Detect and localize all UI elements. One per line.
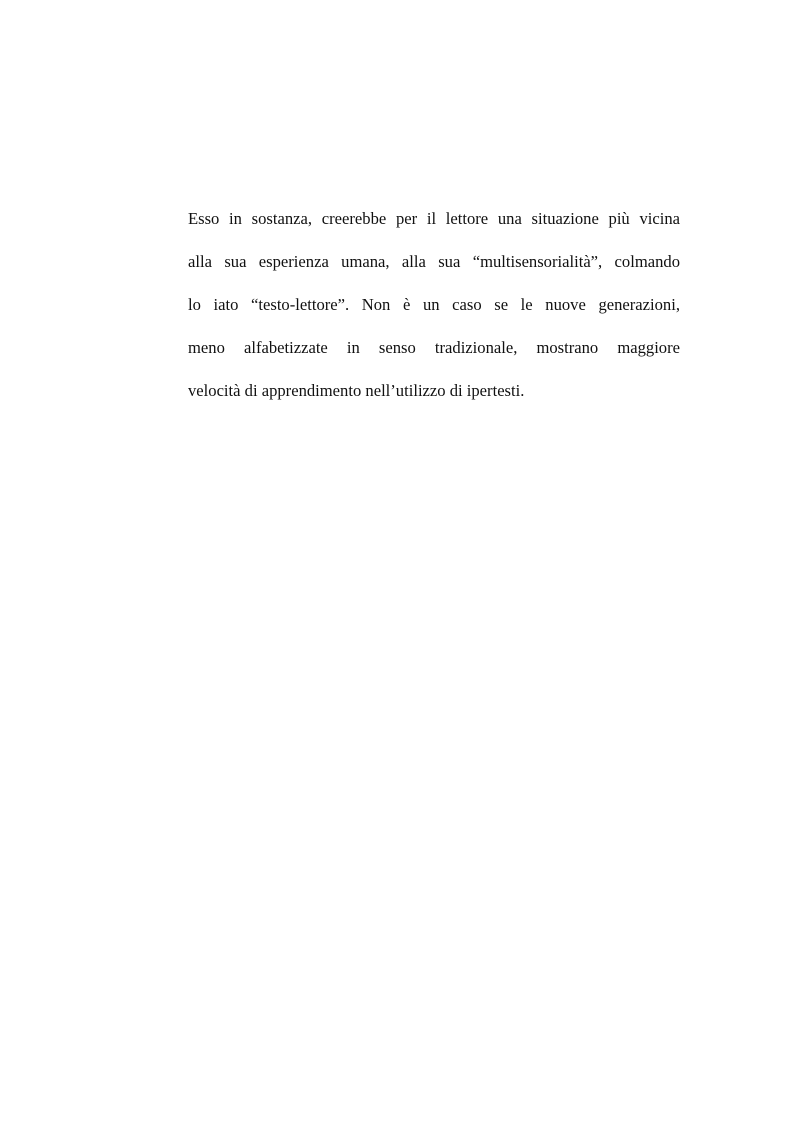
- paragraph-line: alla sua esperienza umana, alla sua “multisensorialità”, colmando: [188, 252, 680, 271]
- paragraph-line: Esso in sostanza, creerebbe per il lettore una situazione più vicina: [188, 209, 680, 228]
- paragraph-line: lo iato “testo-lettore”. Non è un caso se le nuove generazioni,: [188, 295, 680, 314]
- paragraph-line: velocità di apprendimento nell’utilizzo di ipertesti.: [188, 381, 525, 400]
- body-paragraph: [188, 202, 680, 417]
- paragraph-line: meno alfabetizzate in senso tradizionale, mostrano maggiore: [188, 338, 680, 357]
